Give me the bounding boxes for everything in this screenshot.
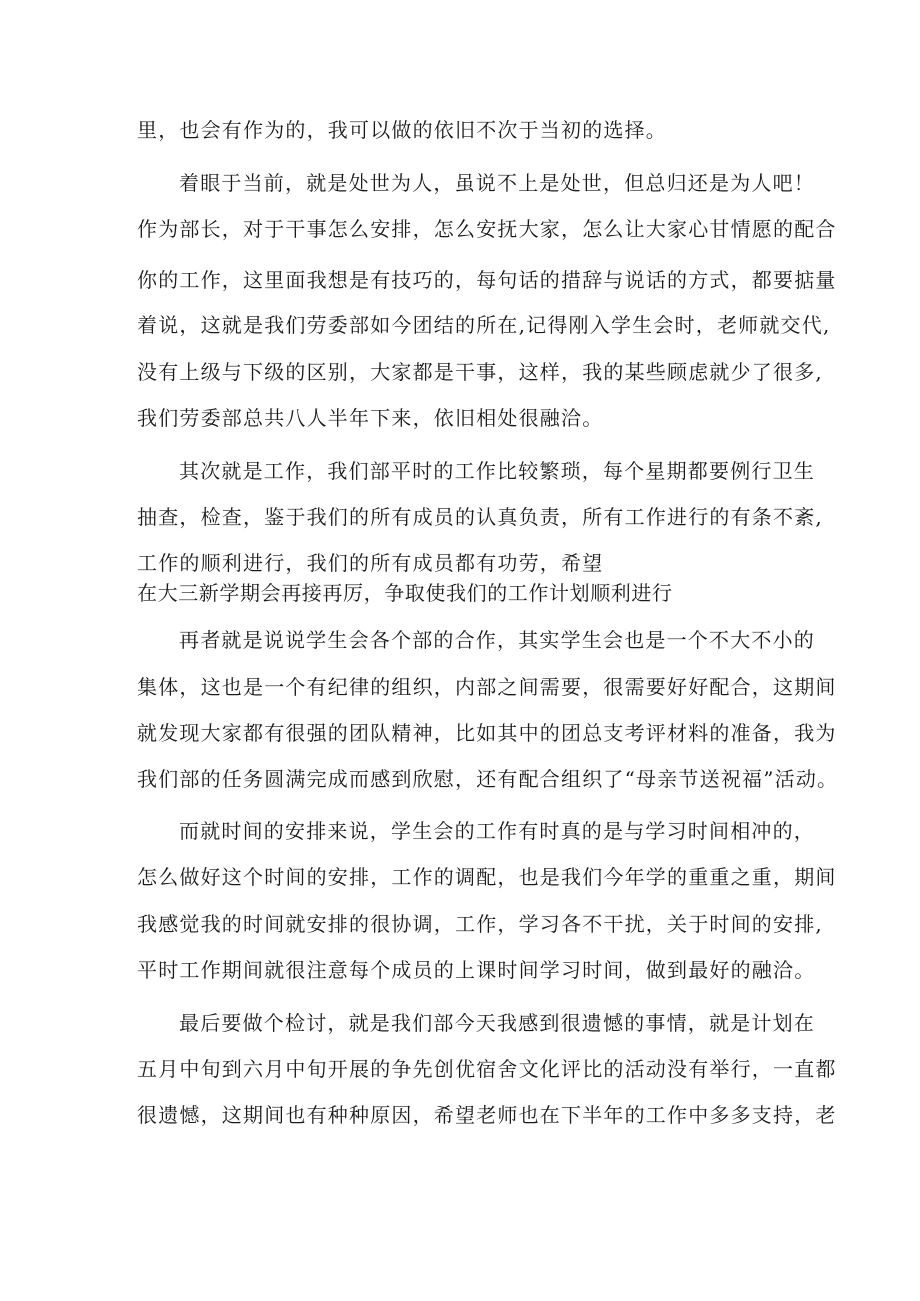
text-line: 没有上级与下级的区别，大家都是干事，这样，我的某些顾虑就少了很多, bbox=[137, 360, 823, 384]
text-line: 平时工作期间就很注意每个成员的上课时间学习时间，做到最好的融洽。 bbox=[137, 958, 816, 982]
text-line: 集体，这也是一个有纪律的组织，内部之间需要，很需要好好配合，这期间 bbox=[137, 675, 837, 699]
text-line: 我感觉我的时间就安排的很协调，工作，学习各不干扰，关于时间的安排, bbox=[137, 912, 823, 936]
text-line: 着说，这就是我们劳委部如今团结的所在,记得刚入学生会时，老师就交代, bbox=[137, 313, 831, 337]
text-line: 工作的顺利进行，我们的所有成员都有功劳，希望 bbox=[137, 551, 604, 575]
text-line: 五月中旬到六月中旬开展的争先创优宿舍文化评比的活动没有举行，一直都 bbox=[137, 1057, 837, 1081]
text-line: 着眼于当前，就是处世为人，虽说不上是处世，但总归还是为人吧！ bbox=[179, 171, 815, 195]
text-line: 而就时间的安排来说，学生会的工作有时真的是与学习时间相冲的， bbox=[179, 819, 815, 843]
text-line: 其次就是工作，我们部平时的工作比较繁琐，每个星期都要例行卫生 bbox=[179, 459, 815, 483]
text-line: 作为部长，对于干事怎么安排，怎么安抚大家，怎么让大家心甘情愿的配合 bbox=[137, 217, 837, 241]
text-line: 里，也会有作为的，我可以做的依旧不次于当初的选择。 bbox=[137, 118, 667, 142]
text-line: 再者就是说说学生会各个部的合作，其实学生会也是一个不大不小的 bbox=[179, 628, 815, 652]
text-line: 就发现大家都有很强的团队精神，比如其中的团总支考评材料的准备，我为 bbox=[137, 721, 837, 745]
text-line: 抽查，检查，鉴于我们的所有成员的认真负责，所有工作进行的有条不紊, bbox=[137, 505, 823, 529]
text-line: 我们劳委部总共八人半年下来，依旧相处很融洽。 bbox=[137, 406, 604, 430]
text-line: 在大三新学期会再接再厉，争取使我们的工作计划顺利进行 bbox=[137, 581, 673, 605]
text-line: 怎么做好这个时间的安排，工作的调配，也是我们今年学的重重之重，期间 bbox=[137, 865, 837, 889]
text-line: 我们部的任务圆满完成而感到欣慰，还有配合组织了“母亲节送祝福”活动。 bbox=[137, 767, 839, 791]
text-line: 你的工作，这里面我想是有技巧的，每句话的措辞与说话的方式，都要掂量 bbox=[137, 268, 837, 292]
text-line: 最后要做个检讨，就是我们部今天我感到很遗憾的事情，就是计划在 bbox=[179, 1011, 815, 1035]
text-line: 很遗憾，这期间也有种种原因，希望老师也在下半年的工作中多多支持，老 bbox=[137, 1103, 837, 1127]
